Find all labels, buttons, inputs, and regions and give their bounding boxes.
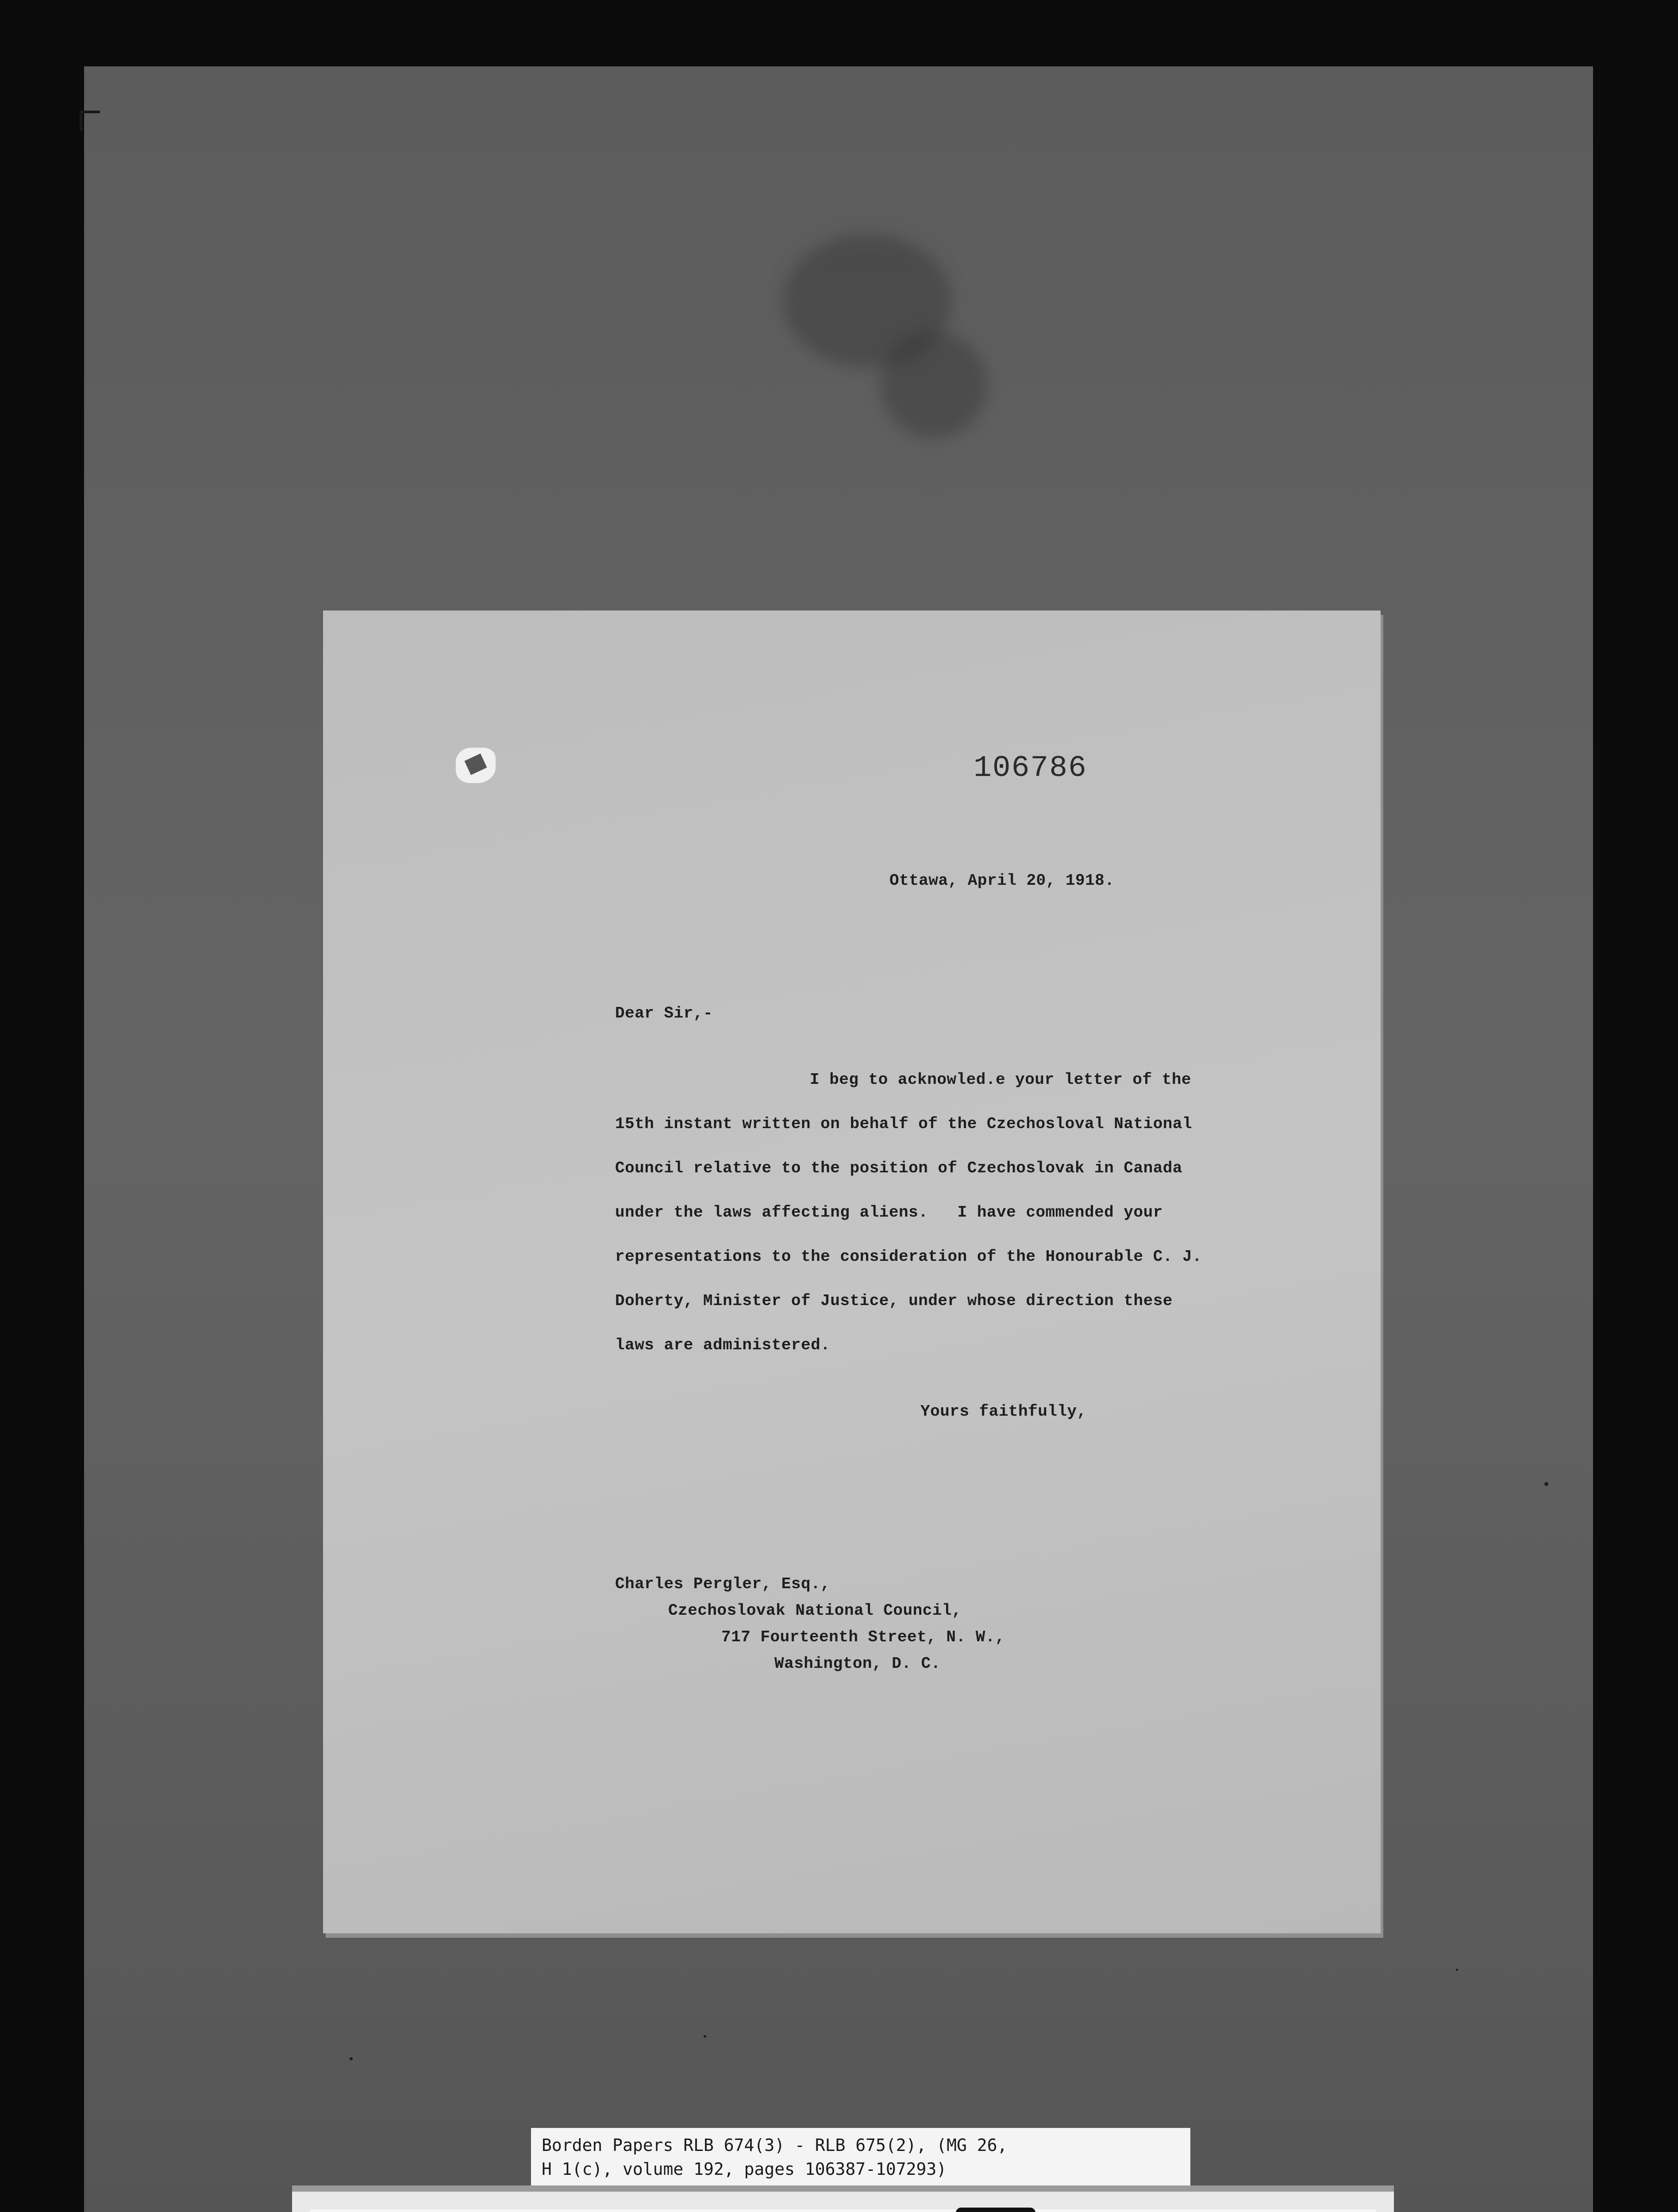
film-corner-mark [80,111,100,131]
paper-tab-mark [456,748,496,783]
typed-letter [323,611,1381,1933]
body-line: I beg to acknowled.e your letter of the [810,1071,1192,1089]
film-speckle [1456,1969,1458,1971]
body-line: Council relative to the position of Czechoslovak in Canada [615,1159,1183,1177]
address-line: Washington, D. C. [774,1655,941,1673]
microfilm-logo-icon [956,2208,1035,2212]
address-line: 717 Fourteenth Street, N. W., [721,1628,1005,1646]
film-speckle [350,2057,353,2060]
address-line: Czechoslovak National Council, [668,1601,962,1620]
film-speckle [1544,1482,1548,1486]
body-line: under the laws affecting aliens. I have commended your [615,1203,1163,1221]
document-number: 106786 [974,751,1087,785]
reference-label-line: H 1(c), volume 192, pages 106387-107293) [542,2159,947,2179]
body-line: laws are administered. [615,1336,831,1354]
film-speckle [704,2035,706,2038]
archive-stamp [292,2185,1394,2212]
body-line: 15th instant written on behalf of the Czechosloval National [615,1115,1193,1133]
archive-stamp-card [310,2209,1376,2212]
dateline: Ottawa, April 20, 1918. [889,872,1115,890]
reference-label-line: Borden Papers RLB 674(3) - RLB 675(2), (MG 26, [542,2135,1008,2155]
reference-label [531,2128,1190,2185]
closing: Yours faithfully, [920,1402,1087,1421]
salutation: Dear Sir,- [615,1004,713,1022]
body-line: representations to the consideration of the Honourable C. J. [615,1248,1202,1266]
film-smudge [881,332,987,438]
body-line: Doherty, Minister of Justice, under whose direction these [615,1292,1173,1310]
address-line: Charles Pergler, Esq., [615,1575,831,1593]
